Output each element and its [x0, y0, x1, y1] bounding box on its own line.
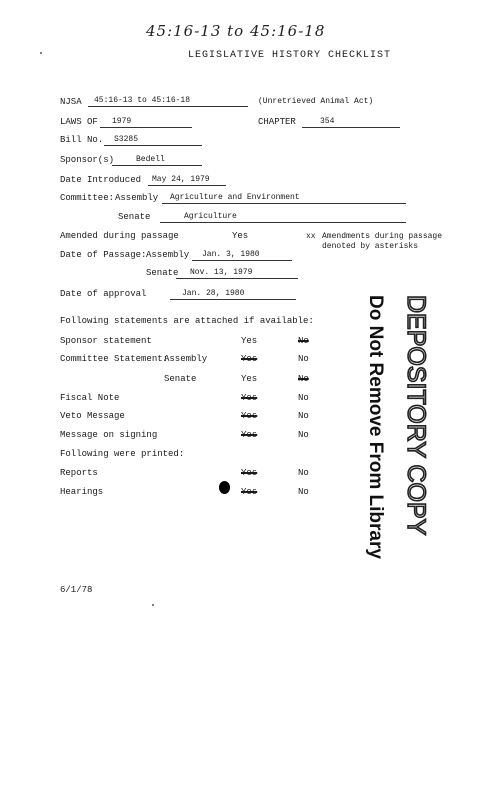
statement-committee-assembly-yes: [241, 354, 257, 364]
printed-hearings-label: Hearings: [60, 487, 104, 497]
njsa-value: 45:16-13 to 45:16-18: [94, 96, 191, 105]
sponsors-label: Sponsor(s): [60, 155, 115, 165]
ink-blot: [219, 481, 230, 494]
laws-of-label: LAWS OF: [60, 117, 98, 127]
date-introduced-field: [148, 174, 226, 186]
amended-note-line1: Amendments during passage: [322, 232, 443, 241]
statement-committee-assembly-sub: Assembly: [164, 354, 208, 364]
printed-reports-yes-text: Yes: [241, 468, 258, 478]
committee-senate-value: Agriculture: [184, 212, 237, 221]
stamp-line-1: DEPOSITORY COPY: [402, 295, 430, 536]
printed-heading: Following were printed:: [60, 449, 185, 459]
approval-value: Jan. 28, 1980: [182, 289, 245, 298]
chapter-value: 354: [320, 117, 335, 126]
committee-senate-label: Senate: [118, 212, 151, 222]
speck: [152, 604, 154, 606]
statement-committee-senate-no: [298, 374, 309, 384]
amended-note-line2: denoted by asterisks: [322, 242, 419, 251]
statement-sponsor-no-text: No: [298, 336, 309, 346]
statement-sponsor-label: Sponsor statement: [60, 336, 152, 346]
speck: [40, 52, 42, 54]
statement-fiscal-no: No: [298, 393, 309, 403]
sponsors-value: Bedell: [136, 155, 165, 164]
njsa-label: NJSA: [60, 97, 82, 107]
printed-hearings-no: No: [298, 487, 309, 497]
approval-field: [170, 288, 296, 300]
statement-committee-label: Committee Statement:: [60, 354, 169, 364]
footer-date: 6/1/78: [60, 585, 93, 595]
statement-committee-senate-no-text: No: [298, 374, 309, 384]
printed-hearings-yes-text: Yes: [241, 487, 258, 497]
passage-senate-label: Senate: [146, 268, 179, 278]
statement-committee-senate-sub: Senate: [164, 374, 197, 384]
date-introduced-value: May 24, 1979: [152, 175, 210, 184]
statement-veto-yes-text: Yes: [241, 411, 258, 421]
statement-sponsor-yes: Yes: [241, 336, 258, 346]
amended-mark: xx: [306, 232, 316, 241]
printed-reports-yes: [241, 468, 257, 478]
printed-reports-no: No: [298, 468, 309, 478]
passage-senate-field: [176, 267, 298, 279]
statement-committee-assembly-yes-text: Yes: [241, 354, 258, 364]
statement-fiscal-label: Fiscal Note: [60, 393, 120, 403]
passage-assembly-label: Assembly: [146, 250, 190, 260]
bill-label: Bill No.: [60, 135, 104, 145]
depository-stamp: [326, 295, 430, 559]
statement-signing-no: No: [298, 430, 309, 440]
statement-veto-yes: [241, 411, 257, 421]
sponsors-field: [112, 154, 202, 166]
laws-of-value: 1979: [112, 117, 132, 126]
amended-label: Amended during passage: [60, 231, 179, 241]
printed-hearings-yes: [241, 487, 257, 497]
statement-signing-yes-text: Yes: [241, 430, 258, 440]
committee-assembly-field: [162, 192, 406, 204]
statements-heading: Following statements are attached if available:: [60, 316, 314, 326]
amended-answer: Yes: [232, 231, 249, 241]
statement-committee-assembly-no: No: [298, 354, 309, 364]
approval-label: Date of approval: [60, 289, 147, 299]
statement-veto-no: No: [298, 411, 309, 421]
statement-signing-yes: [241, 430, 257, 440]
laws-of-field: [100, 116, 192, 128]
document-title: LEGISLATIVE HISTORY CHECKLIST: [188, 50, 392, 61]
bill-field: [104, 134, 202, 146]
statement-signing-label: Message on signing: [60, 430, 158, 440]
date-introduced-label: Date Introduced: [60, 175, 142, 185]
passage-senate-value: Nov. 13, 1979: [190, 268, 253, 277]
passage-assembly-value: Jan. 3, 1980: [202, 250, 260, 259]
committee-senate-field: [160, 211, 406, 223]
chapter-field: [302, 116, 400, 128]
stamp-line-2: Do Not Remove From Library: [365, 295, 386, 559]
committee-label: Committee:: [60, 193, 115, 203]
passage-assembly-field: [192, 249, 292, 261]
statement-sponsor-no: [298, 336, 309, 346]
committee-assembly-label: Assembly: [115, 193, 159, 203]
statement-committee-senate-yes: Yes: [241, 374, 258, 384]
statement-fiscal-yes-text: Yes: [241, 393, 258, 403]
committee-assembly-value: Agriculture and Environment: [170, 193, 300, 202]
njsa-note: (Unretrieved Animal Act): [258, 97, 374, 106]
statement-fiscal-yes: [241, 393, 257, 403]
bill-value: S3285: [114, 135, 139, 144]
printed-reports-label: Reports: [60, 468, 98, 478]
handwritten-statute-range: 45:16-13 to 45:16-18: [146, 22, 326, 40]
chapter-label: CHAPTER: [258, 117, 296, 127]
passage-label: Date of Passage:: [60, 250, 147, 260]
statement-veto-label: Veto Message: [60, 411, 125, 421]
njsa-field: [88, 95, 248, 107]
